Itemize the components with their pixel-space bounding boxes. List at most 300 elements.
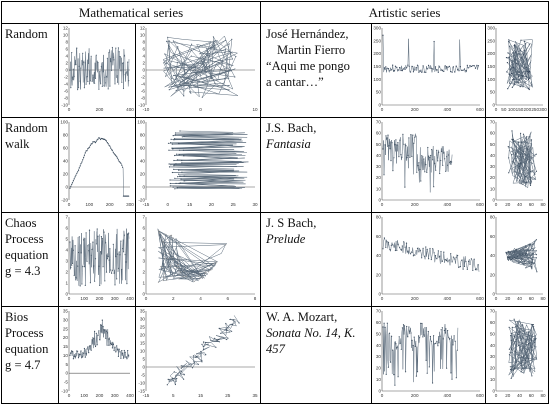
- data-point: [69, 241, 70, 242]
- data-point: [120, 163, 121, 164]
- data-point: [412, 135, 413, 136]
- data-point: [424, 72, 425, 73]
- data-point: [468, 67, 469, 68]
- data-point: [527, 159, 528, 160]
- data-point: [512, 139, 513, 140]
- data-point: [392, 170, 393, 171]
- data-point: [463, 269, 464, 270]
- plot-area: [487, 26, 547, 113]
- x-tick-label: 25: [230, 202, 236, 207]
- data-point: [514, 251, 515, 252]
- data-point: [507, 52, 508, 53]
- data-point: [120, 70, 121, 71]
- x-tick-label: 0: [67, 202, 71, 207]
- data-point: [232, 58, 233, 59]
- data-point: [428, 331, 429, 332]
- data-point: [511, 154, 512, 155]
- data-point: [80, 350, 81, 351]
- data-point: [512, 52, 513, 53]
- data-point: [85, 152, 86, 153]
- data-point: [511, 130, 512, 131]
- data-point: [100, 139, 101, 140]
- data-point: [440, 160, 441, 161]
- data-point: [104, 329, 105, 330]
- data-point: [86, 76, 87, 77]
- data-point: [452, 344, 453, 345]
- data-point: [527, 357, 528, 358]
- data-point: [535, 357, 536, 358]
- data-point: [395, 66, 396, 67]
- data-point: [522, 258, 523, 259]
- data-point: [71, 184, 72, 185]
- data-point: [103, 326, 104, 327]
- x-tick-label: 20: [505, 393, 511, 398]
- plot-area: [490, 309, 546, 399]
- data-point: [528, 343, 529, 344]
- data-point: [403, 144, 404, 145]
- data-point: [89, 147, 90, 148]
- data-point: [126, 358, 127, 359]
- chart-fantasia-phase: [486, 118, 549, 213]
- y-tick-label: 1: [142, 280, 145, 286]
- data-point: [524, 261, 525, 262]
- data-point: [210, 60, 211, 61]
- data-point: [186, 276, 187, 277]
- data-point: [514, 319, 515, 320]
- data-point: [110, 148, 111, 149]
- data-point: [114, 284, 115, 285]
- label-line: Fantasia: [266, 137, 311, 151]
- chart-walk-phase: [136, 118, 261, 213]
- data-point: [408, 137, 409, 138]
- data-point: [525, 360, 526, 361]
- data-point: [395, 250, 396, 251]
- data-point: [522, 254, 523, 255]
- label-line: Bios: [5, 310, 29, 324]
- y-tick-label: 20: [139, 332, 145, 338]
- data-point: [158, 230, 159, 231]
- data-point: [532, 157, 533, 158]
- data-point: [79, 236, 80, 237]
- data-point: [187, 70, 188, 71]
- data-point: [443, 252, 444, 253]
- data-point: [422, 336, 423, 337]
- data-point: [79, 66, 80, 67]
- data-point: [177, 62, 178, 63]
- data-point: [196, 353, 197, 354]
- y-tick-label: 60: [489, 130, 495, 136]
- data-series-line: [383, 35, 479, 72]
- data-point: [168, 150, 169, 151]
- plot-area: [490, 120, 546, 208]
- data-point: [119, 349, 120, 350]
- data-point: [447, 67, 448, 68]
- x-tick-label: 0: [166, 202, 170, 207]
- plot-area: [376, 215, 484, 302]
- data-point: [400, 154, 401, 155]
- x-tick-label: 150: [515, 107, 524, 112]
- data-series-line: [167, 315, 239, 384]
- y-tick-label: -6: [63, 88, 68, 94]
- data-point: [167, 258, 168, 259]
- x-tick-label: 200: [95, 393, 104, 398]
- data-point: [382, 326, 383, 327]
- data-point: [80, 163, 81, 164]
- data-point: [125, 357, 126, 358]
- data-point: [509, 354, 510, 355]
- data-point: [96, 55, 97, 56]
- data-point: [110, 269, 111, 270]
- data-point: [531, 85, 532, 86]
- data-point: [413, 255, 414, 256]
- y-tick-label: 6: [65, 225, 68, 231]
- data-point: [468, 261, 469, 262]
- data-point: [528, 88, 529, 89]
- data-point: [203, 341, 204, 342]
- table-row-bios: [2, 307, 549, 404]
- data-point: [456, 377, 457, 378]
- data-point: [456, 257, 457, 258]
- data-point: [111, 273, 112, 274]
- data-point: [93, 265, 94, 266]
- data-point: [115, 256, 116, 257]
- data-point: [77, 266, 78, 267]
- data-point: [209, 66, 210, 67]
- data-point: [521, 183, 522, 184]
- data-point: [191, 50, 192, 51]
- data-point: [417, 371, 418, 372]
- data-point: [116, 345, 117, 346]
- data-point: [406, 243, 407, 244]
- chart-fierro-phase: [486, 24, 549, 118]
- data-point: [225, 49, 226, 50]
- data-point: [434, 252, 435, 253]
- data-point: [171, 139, 172, 140]
- data-point: [173, 187, 174, 188]
- data-point: [193, 355, 194, 356]
- data-point: [178, 274, 179, 275]
- data-point: [533, 326, 534, 327]
- data-point: [164, 277, 165, 278]
- data-point: [508, 146, 509, 147]
- data-point: [518, 76, 519, 77]
- data-point: [112, 347, 113, 348]
- data-point: [101, 325, 102, 326]
- data-point: [418, 251, 419, 252]
- data-point: [96, 333, 97, 334]
- data-point: [86, 348, 87, 349]
- data-point: [416, 67, 417, 68]
- data-point: [525, 254, 526, 255]
- data-point: [449, 162, 450, 163]
- data-point: [515, 156, 516, 157]
- data-point: [122, 63, 123, 64]
- data-point: [516, 249, 517, 250]
- data-point: [72, 351, 73, 352]
- data-point: [115, 155, 116, 156]
- data-point: [405, 371, 406, 372]
- data-point: [456, 66, 457, 67]
- data-point: [402, 70, 403, 71]
- data-point: [518, 262, 519, 263]
- data-point: [446, 156, 447, 157]
- data-point: [178, 270, 179, 271]
- data-point: [203, 346, 204, 347]
- data-point: [518, 334, 519, 335]
- data-point: [515, 171, 516, 172]
- data-point: [515, 153, 516, 154]
- data-point: [382, 148, 383, 149]
- x-tick-label: 0: [494, 393, 498, 398]
- x-tick-label: 400: [443, 296, 452, 301]
- x-tick-label: 0: [494, 202, 498, 207]
- x-tick-label: 40: [516, 202, 523, 207]
- data-point: [394, 246, 395, 247]
- y-tick-label: 20: [489, 365, 495, 371]
- data-point: [228, 78, 229, 79]
- data-point: [75, 245, 76, 246]
- data-point: [400, 70, 401, 71]
- data-point: [464, 266, 465, 267]
- data-point: [512, 258, 513, 259]
- data-point: [95, 346, 96, 347]
- data-point: [179, 154, 180, 155]
- data-point: [114, 350, 115, 351]
- data-point: [90, 282, 91, 283]
- data-point: [201, 361, 202, 362]
- data-point: [509, 257, 510, 258]
- y-tick-label: 40: [375, 342, 381, 348]
- data-point: [217, 339, 218, 340]
- data-point: [454, 258, 455, 259]
- data-point: [165, 234, 166, 235]
- data-point: [526, 136, 527, 137]
- art-label-sonata: [261, 307, 372, 404]
- x-tick-label: 400: [443, 107, 452, 112]
- data-point: [166, 41, 167, 42]
- y-tick-label: 0: [492, 197, 495, 203]
- x-tick-label: 25: [225, 393, 231, 398]
- data-point: [231, 70, 232, 71]
- y-tick-label: 150: [373, 64, 381, 69]
- data-point: [448, 154, 449, 155]
- data-point: [97, 228, 98, 229]
- data-point: [201, 344, 202, 345]
- data-point: [525, 153, 526, 154]
- y-tick-label: 0: [378, 197, 381, 203]
- chart-bios-phase: [136, 307, 261, 404]
- data-point: [223, 61, 224, 62]
- data-point: [108, 88, 109, 89]
- x-tick-label: 2: [171, 296, 175, 301]
- x-tick-label: 8: [253, 296, 257, 301]
- data-point: [126, 71, 127, 72]
- data-point: [97, 236, 98, 237]
- x-tick-label: 300: [110, 296, 119, 301]
- data-point: [75, 353, 76, 354]
- y-tick-label: 3: [142, 258, 145, 264]
- data-point: [179, 130, 180, 131]
- data-point: [124, 350, 125, 351]
- data-point: [447, 330, 448, 331]
- data-point: [415, 136, 416, 137]
- data-point: [525, 73, 526, 74]
- data-point: [84, 348, 85, 349]
- data-point: [174, 138, 175, 139]
- data-point: [413, 143, 414, 144]
- y-tick-label: -10: [138, 380, 145, 386]
- data-point: [521, 371, 522, 372]
- data-point: [191, 56, 192, 57]
- data-point: [392, 350, 393, 351]
- data-point: [506, 57, 507, 58]
- data-point: [531, 268, 532, 269]
- data-point: [225, 244, 226, 245]
- data-point: [116, 156, 117, 157]
- data-point: [520, 40, 521, 41]
- data-point: [433, 186, 434, 187]
- data-point: [461, 260, 462, 261]
- data-point: [532, 347, 533, 348]
- data-point: [205, 354, 206, 355]
- chart-fierro-ts: [372, 24, 486, 118]
- data-series-line: [163, 36, 238, 97]
- data-point: [170, 265, 171, 266]
- x-tick-label: 200: [410, 107, 419, 112]
- x-tick-label: 15: [187, 202, 193, 207]
- data-point: [472, 65, 473, 66]
- data-point: [520, 86, 521, 87]
- data-point: [508, 172, 509, 173]
- data-point: [386, 374, 387, 375]
- data-point: [531, 336, 532, 337]
- series-comparison-table: [1, 1, 549, 404]
- data-point: [401, 157, 402, 158]
- data-point: [431, 68, 432, 69]
- plot-area: [376, 309, 484, 399]
- data-point: [526, 182, 527, 183]
- data-point: [83, 353, 84, 354]
- y-tick-label: 30: [139, 316, 145, 322]
- data-point: [215, 262, 216, 263]
- data-point: [86, 353, 87, 354]
- x-tick-label: 100: [85, 202, 94, 207]
- chart-prelude-ts: [372, 213, 486, 307]
- data-point: [419, 169, 420, 170]
- data-point: [536, 154, 537, 155]
- data-point: [520, 357, 521, 358]
- data-point: [84, 87, 85, 88]
- data-point: [534, 342, 535, 343]
- data-point: [126, 283, 127, 284]
- y-tick-label: 0: [65, 184, 68, 190]
- label-line: W. A. Mozart,: [266, 310, 338, 324]
- data-point: [390, 362, 391, 363]
- data-point: [231, 331, 232, 332]
- data-point: [427, 147, 428, 148]
- data-point: [177, 187, 178, 188]
- data-point: [458, 70, 459, 71]
- data-point: [531, 262, 532, 263]
- data-point: [514, 84, 515, 85]
- data-point: [183, 136, 184, 137]
- y-tick-label: 35: [62, 308, 68, 314]
- data-point: [75, 356, 76, 357]
- y-tick-label: -15: [138, 388, 145, 394]
- data-point: [123, 88, 124, 89]
- data-point: [173, 260, 174, 261]
- data-point: [531, 340, 532, 341]
- data-point: [80, 252, 81, 253]
- x-tick-label: 400: [126, 107, 134, 112]
- data-point: [94, 83, 95, 84]
- data-point: [522, 75, 523, 76]
- data-point: [428, 65, 429, 66]
- data-point: [396, 250, 397, 251]
- data-point: [452, 72, 453, 73]
- label-line: equation: [5, 248, 49, 262]
- data-point: [417, 65, 418, 66]
- data-point: [174, 266, 175, 267]
- y-tick-label: -2: [63, 74, 68, 80]
- data-point: [96, 243, 97, 244]
- data-point: [457, 69, 458, 70]
- y-tick-label: 60: [139, 145, 145, 151]
- label-line: g = 4.7: [5, 358, 41, 372]
- data-point: [515, 326, 516, 327]
- data-point: [385, 66, 386, 67]
- data-point: [406, 67, 407, 68]
- data-point: [100, 83, 101, 84]
- data-point: [396, 144, 397, 145]
- y-tick-label: 30: [375, 354, 381, 360]
- data-point: [409, 247, 410, 248]
- plot-area: [138, 309, 258, 399]
- data-point: [108, 143, 109, 144]
- data-point: [205, 272, 206, 273]
- data-point: [386, 137, 387, 138]
- x-tick-label: 0: [380, 107, 384, 112]
- data-point: [172, 378, 173, 379]
- data-point: [172, 148, 173, 149]
- data-point: [449, 259, 450, 260]
- data-point: [191, 277, 192, 278]
- data-point: [173, 75, 174, 76]
- data-point: [121, 350, 122, 351]
- data-point: [167, 37, 168, 38]
- data-point: [458, 267, 459, 268]
- y-tick-label: 25: [62, 326, 68, 332]
- data-point: [523, 151, 524, 152]
- data-point: [86, 84, 87, 85]
- x-tick-label: -10: [142, 107, 150, 112]
- data-point: [202, 64, 203, 65]
- data-point: [510, 69, 511, 70]
- data-point: [200, 278, 201, 279]
- art-label-fantasia: [261, 118, 372, 213]
- data-point: [515, 154, 516, 155]
- data-point: [469, 65, 470, 66]
- data-point: [169, 163, 170, 164]
- data-point: [434, 163, 435, 164]
- x-tick-label: 0: [199, 107, 202, 112]
- data-series-line: [383, 323, 458, 385]
- y-tick-label: -20: [61, 197, 68, 203]
- data-point: [445, 65, 446, 66]
- data-point: [418, 72, 419, 73]
- plot-area: [60, 120, 134, 208]
- data-point: [116, 77, 117, 78]
